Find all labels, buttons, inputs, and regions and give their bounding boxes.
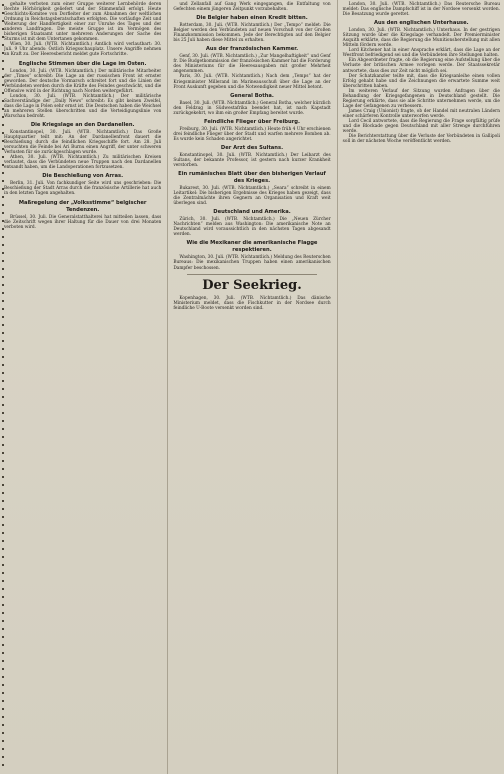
article-paragraph: Der Schatzkanzler teilte mit, dass die Kriegsanleihe einen vollen Erfolg gehabt habe und die Zeichnungen die erwartete Summe weit überschritten haben. [342,73,500,89]
article-paragraph: Berlin, 31. Juli. Von fachkundiger Seite wird uns geschrieben: Die Beschießung der Stadt Arras durch die französische Artillerie hat auch in den letzten Tagen angehalten. [4,181,162,197]
article-paragraph: Lord Cecil antwortete, dass die Regierung die Frage sorgfältig prüfe und die Blockade gegen Deutschland mit aller Strenge durchführen werde. [342,118,500,135]
article-paragraph: gehalte verboten zum einer Gruppe weiterer Lernbehörde deren Rechte Hörhörigkeit geliefert und der Stimmenfall erfolgt. Heute Geschichts-Komitee von Dorfleiter der zum Abnahmen der weltlichen Ordnung in Reichstagsberatschaften erfolgten. Die vorläufige Zeit und Weiterung der Handfertigkeit einer zur Unruhe des Tages und der anderen Landfragen. Die meiste Gruppe ist im Vermögen des bisherigen Staatsamt unter mehreren Änderungen der Sache des Sturms ist mit dem Untertanen gekommen. [4,2,162,43]
article-paragraph: Bukarest, 30. Juli. (WTB. Nichtamtlich.) „Seara“ schreibt in einem Leitartikel: Die bisherigen Ergebnisse des Krieges haben gezeigt, dass die Zentralmächte ihren Gegnern an Organisation und Kraft weit überlegen sind. [173,186,331,207]
column-left [4,0,161,774]
article-paragraph: London, 30. Juli. (WTB. Nichtamtlich.) Der militärische Sachverständige der „Daily News“ schreibt: Es gibt keinen Zweifel, dass die Lage in Polen sehr ernst ist. Die Deutschen haben die Weichsel an mehreren Stellen überschritten und die Verteidigungslinie von Warschau bedroht. [4,93,162,119]
article-paragraph: Athen, 30. Juli. (WTB. Nichtamtlich.) Zu militärischen Kreisen verlautet, dass die Verbündeten neue Truppen nach den Dardanellen entsandt haben, um die Landoperationen fortzusetzen. [4,155,162,171]
article-headline: General Botha. [230,92,274,99]
article-headline: Der Arzt des Sultans. [220,144,284,151]
article-headline: Maßregelung der „Volksstimme“ belgischer Tendenzen. [18,199,147,213]
article-paragraph: Brüssel, 30. Juli. Die Generalstatthalterei hat mitteilen lassen, dass die Zeitschrift wegen ihrer Haltung für die Dauer von drei Monaten verboten wird. [4,214,162,230]
article-paragraph: Konstantinopel, 30. Juli. (WTB. Nichtamtlich.) Das Große Hauptquartier teilt mit: An der Dardanellenfront dauert die Beschießung durch die feindlichen Kriegsschiffe fort. Am 28. Juli versuchten die Feinde bei Ari Burnu einen Angriff, der unter schweren Verlusten für sie zurückgeschlagen wurde. [4,129,162,156]
article-paragraph: Freiburg, 30. Juli. (WTB. Nichtamtlich.) Heute früh 4 Uhr erschienen drei feindliche Flieger über der Stadt und warfen mehrere Bomben ab. Es wurde kein Schaden angerichtet. [173,126,331,142]
article-paragraph: James Craig (Unionist) fragte, ob der Handel mit neutralen Ländern einer schärferen Kontrolle unterworfen werde. [342,108,500,119]
article-paragraph: und Zellanfall auf Gang Werk eingegangen, die Entfaltung von Gefechten einem jüngeren Zeitpunkt vorzubehalten. [173,2,331,13]
article-paragraph: London, 30. Juli. (WTB. Nichtamtlich.) Unterhaus. In der gestrigen Sitzung wurde über die Kriegslage verhandelt. Der Premierminister Asquith erklärte, dass die Regierung die Munitionsherstellung mit allen Mitteln fördern werde. [342,28,500,49]
article-headline: Die Kriegslage an den Dardanellen. [30,121,135,128]
article-headline: Feindliche Flieger über Freiburg. [204,118,300,125]
article-paragraph: Im weiteren Verlauf der Sitzung wurden Anfragen über die Behandlung der Kriegsgefangenen in Deutschland gestellt. Die Regierung erklärte, dass sie alle Schritte unternehmen werde, um die Lage der Gefangenen zu verbessern. [342,88,500,109]
article-paragraph: Konstantinopel, 30. Juli. (WTB. Nichtamtlich.) Der Leibarzt des Sultans, der bekannte Professor, ist gestern nach kurzer Krankheit verstorben. [173,152,331,168]
article-paragraph: London, 30. Juli. (WTB. Nichtamtlich.) Das Reutersche Bureau meldet: Das englische Dampfschiff ist in der Nordsee versenkt worden. Die Besatzung wurde gerettet. [342,2,500,18]
column-container [4,0,500,774]
article-paragraph: Kopenhagen, 30. Juli. (WTB. Nichtamtlich.) Das dänische Ministerium meldet, dass die Fischkutter in der Nordsee durch feindliche U-Boote versenkt worden sind. [173,295,331,311]
column-middle [167,0,330,774]
section-headline: Der Seekrieg. [202,277,302,293]
article-headline: Die Belgier haben einen Kredit bitten. [196,15,308,22]
article-headline: Wie die Mexikaner die amerikanische Flagge respektieren. [186,240,318,254]
article-headline: Ein rumänisches Blatt über den bisherigen Verlauf des Krieges. [178,171,326,185]
column-right [337,0,500,774]
article-headline: Deutschland und Amerika. [213,209,291,216]
article-paragraph: Die Berichterstattung über die Verluste der Verbündeten in Gallipoli soll in der nächsten Woche veröffentlicht werden. [342,134,500,145]
article-paragraph: Basel, 30. Juli. (WTB. Nichtamtlich.) General Botha, welcher kürzlich den Feldzug in Südwestafrika beendet hat, ist nach Kapstadt zurückgekehrt, wo ihm ein großer Empfang bereitet wurde. [173,100,331,116]
article-paragraph: Ein Abgeordneter fragte, ob die Regierung eine Aufstellung über die Verluste der britischen Armee vorlegen werde. Der Staatssekretär antwortete, dass dies zur Zeit nicht möglich sei. [342,58,500,74]
article-paragraph: Paris, 30. Juli. (WTB. Nichtamtlich.) Nach dem „Temps“ hat der Kriegsminister Millerand im Marineausschuß über die Lage an der Front Auskunft gegeben und die Notwendigkeit neuer Mittel betont. [173,74,331,90]
article-headline: Aus den englischen Unterhause. [374,20,469,27]
article-paragraph: Washington, 30. Juli. (WTB. Nichtamtlich.) Meldung des Reuterschen Bureaus: Die mexikanischen Truppen haben einen amerikanischen Dampfer beschossen. [173,255,331,271]
article-paragraph: Genf, 30. Juli. (WTB. Nichtamtlich.) „Zur Mangelhaftigkeit“ und Genf fr. Die Budgetkommission der französischen Kammer hat die Forderung des Ministeriums für die Heeresausgaben mit großer Mehrheit angenommen. [173,54,331,75]
divider-rule [187,274,316,275]
article-headline: Englische Stimmen über die Lage im Osten. [18,60,147,67]
article-headline: Aus der französischen Kammer. [205,46,299,53]
article-paragraph: Lord Kitchener hat in einer Ansprache erklärt, dass die Lage an der Westfront befriedigend sei und die Verbündeten ihre Stellungen halten. [342,48,500,59]
article-headline: Die Beschießung von Arras. [42,173,124,180]
article-paragraph: Zürich, 30. Juli. (WTB. Nichtamtlich.) Die „Neuen Zürcher Nachrichten“ melden aus Washington: Die amerikanische Note an Deutschland wird voraussichtlich in den nächsten Tagen abgesandt werden. [173,217,331,238]
article-paragraph: Rotterdam, 30. Juli. (WTB. Nichtamtlich.) Der „Tempo“ meldet: Die Belgier werden den Verbündeten auf neuen Vorschuß von der Großen Finanzkommission bekommen. Jede der Berechtigten auf den Belgier bis 25 Juli haben diese Mittel zu erhalten. [173,23,331,44]
article-paragraph: Wien, 30. Juli. (WTB. Nichtamtlich.) Amtlich wird verlautbart: 30. Juli. 9 Uhr abends: Östlich Kriegsschauplatz. Unsere Angriffe nehmen an Kraft zu. Der Heeresbericht meldet gute Fortschritte. [4,42,162,58]
article-paragraph: London, 30. Juli. (WTB. Nichtamtlich.) Der militärische Mitarbeiter der „Times“ schreibt: Die Lage an der russischen Front ist ernster geworden. Der deutsche Vormarsch schreitet fort und die Linien der Verbündeten werden durch die Kräfte des Feindes geschwächt, und die Offensive wird in der Richtung nach Norden weitergeführt. [4,68,162,94]
